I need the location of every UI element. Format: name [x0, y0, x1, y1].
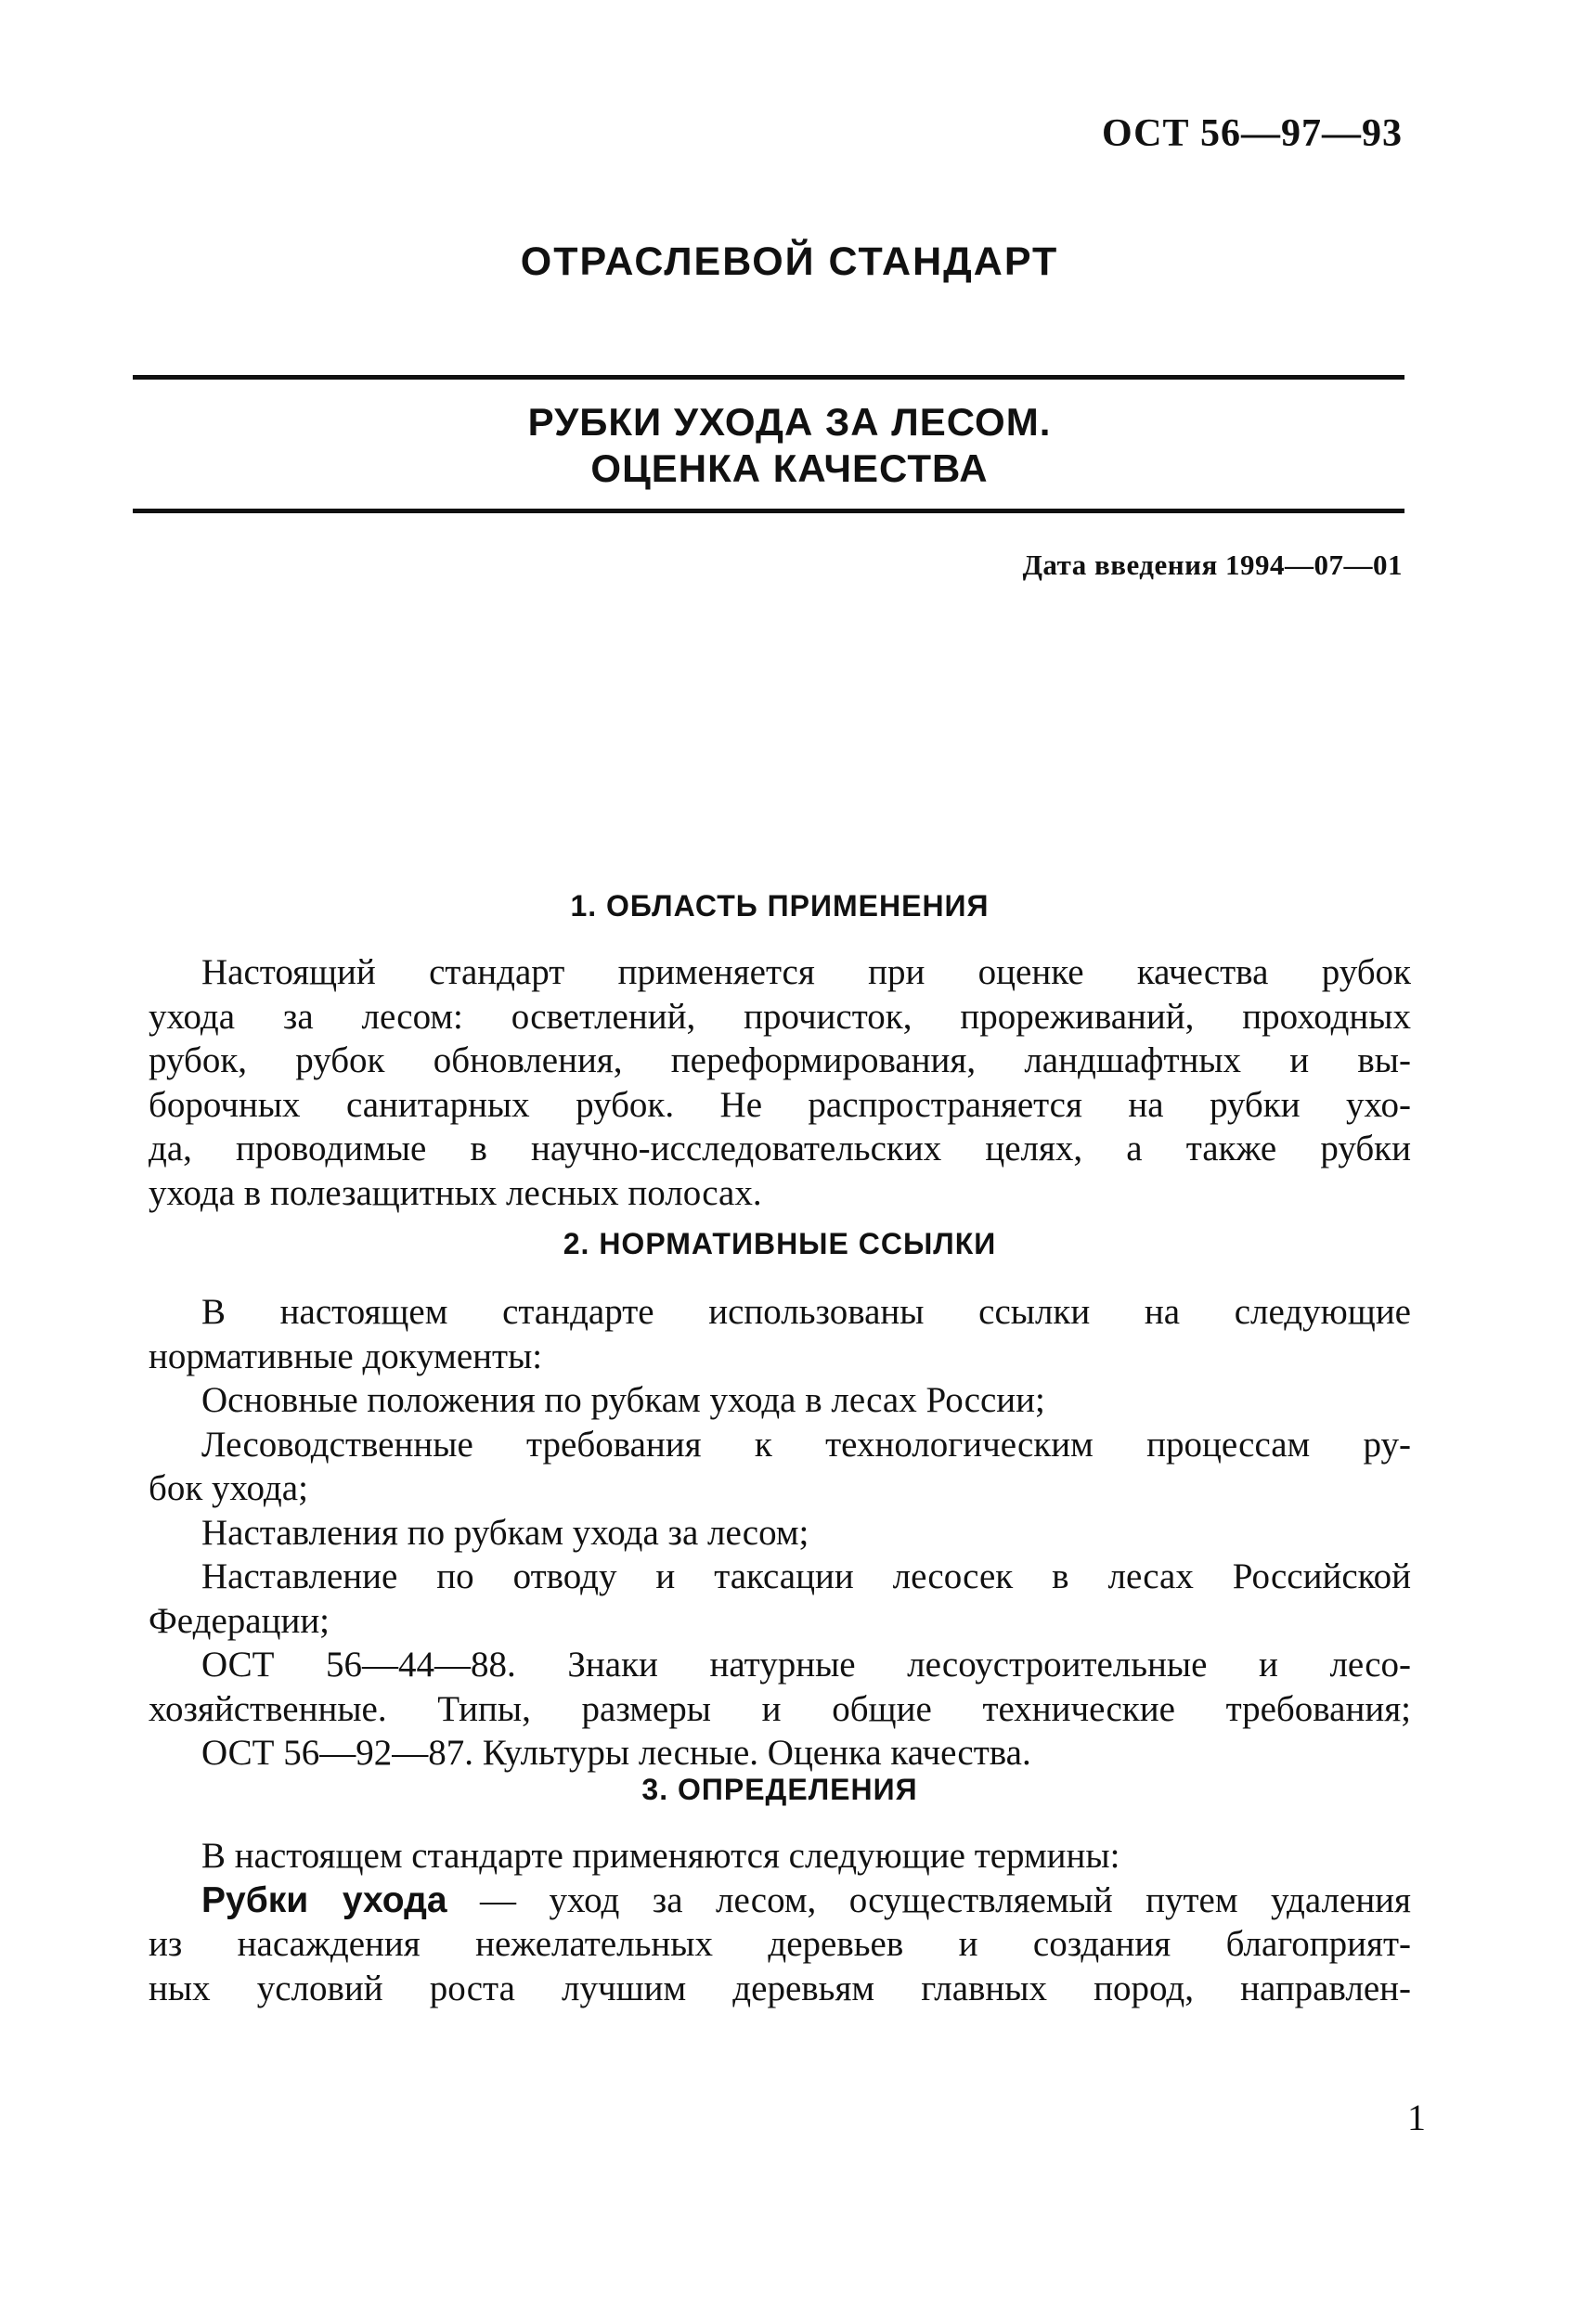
paragraph-line: ных условий роста лучшим деревьям главных пород, направлен- — [149, 1968, 1411, 2008]
reference-item: ОСТ 56—92—87. Культуры лесные. Оценка качества. — [201, 1733, 1031, 1773]
introduction-date: Дата введения 1994—07—01 — [1022, 549, 1403, 581]
paragraph-line: В настоящем стандарте использованы ссылки на следующие — [201, 1292, 1411, 1332]
reference-item: Лесоводственные требования к технологическим процессам ру- — [201, 1424, 1411, 1465]
section-3-heading: 3. ОПРЕДЕЛЕНИЯ — [641, 1773, 918, 1806]
reference-item: бок ухода; — [149, 1468, 308, 1508]
paragraph-line: В настоящем стандарте применяются следующие термины: — [201, 1836, 1120, 1876]
paragraph-line: борочных санитарных рубок. Не распространяется на рубки ухо- — [149, 1084, 1411, 1125]
reference-item: Основные положения по рубкам ухода в лесах России; — [201, 1380, 1045, 1420]
section-2-body — [149, 1290, 1411, 1775]
reference-item: ОСТ 56—44—88. Знаки натурные лесоустроительные и лесо- — [201, 1645, 1411, 1685]
reference-item: хозяйственные. Типы, размеры и общие технические требования; — [149, 1688, 1411, 1729]
defined-term: Рубки ухода — [201, 1879, 447, 1920]
definition-text: — уход за лесом, осуществляемый путем удаления — [447, 1879, 1411, 1920]
document-code: ОСТ 56—97—93 — [1101, 112, 1403, 155]
reference-item: Федерации; — [149, 1600, 330, 1641]
section-1-body — [149, 950, 1411, 1215]
paragraph-line: нормативные документы: — [149, 1336, 543, 1376]
reference-item: Наставления по рубкам ухода за лесом; — [201, 1512, 809, 1553]
page-number: 1 — [1407, 2097, 1426, 2138]
section-3-body — [149, 1834, 1411, 2010]
document-title — [0, 399, 1579, 492]
bottom-divider — [133, 509, 1404, 513]
paragraph-line: ухода в полезащитных лесных полосах. — [149, 1172, 762, 1213]
paragraph-line: рубок, рубок обновления, переформирования, ландшафтных и вы- — [149, 1040, 1411, 1080]
reference-item: Наставление по отводу и таксации лесосек в лесах Российской — [201, 1556, 1411, 1596]
paragraph-line: ухода за лесом: осветлений, прочисток, прореживаний, проходных — [149, 996, 1411, 1037]
section-1-heading: 1. ОБЛАСТЬ ПРИМЕНЕНИЯ — [570, 889, 990, 923]
top-divider — [133, 375, 1404, 380]
title-line-2: ОЦЕНКА КАЧЕСТВА — [590, 446, 989, 490]
definition-line — [149, 1879, 1411, 1923]
section-2-heading: 2. НОРМАТИВНЫЕ ССЫЛКИ — [563, 1227, 997, 1260]
standard-type-heading: ОТРАСЛЕВОЙ СТАНДАРТ — [520, 239, 1059, 284]
paragraph-line: да, проводимые в научно-исследовательских целях, а также рубки — [149, 1129, 1411, 1168]
title-line-1: РУБКИ УХОДА ЗА ЛЕСОМ. — [527, 400, 1052, 444]
paragraph-line: из насаждения нежелательных деревьев и создания благоприят- — [149, 1924, 1411, 1964]
paragraph-line: Настоящий стандарт применяется при оценке качества рубок — [201, 952, 1411, 992]
